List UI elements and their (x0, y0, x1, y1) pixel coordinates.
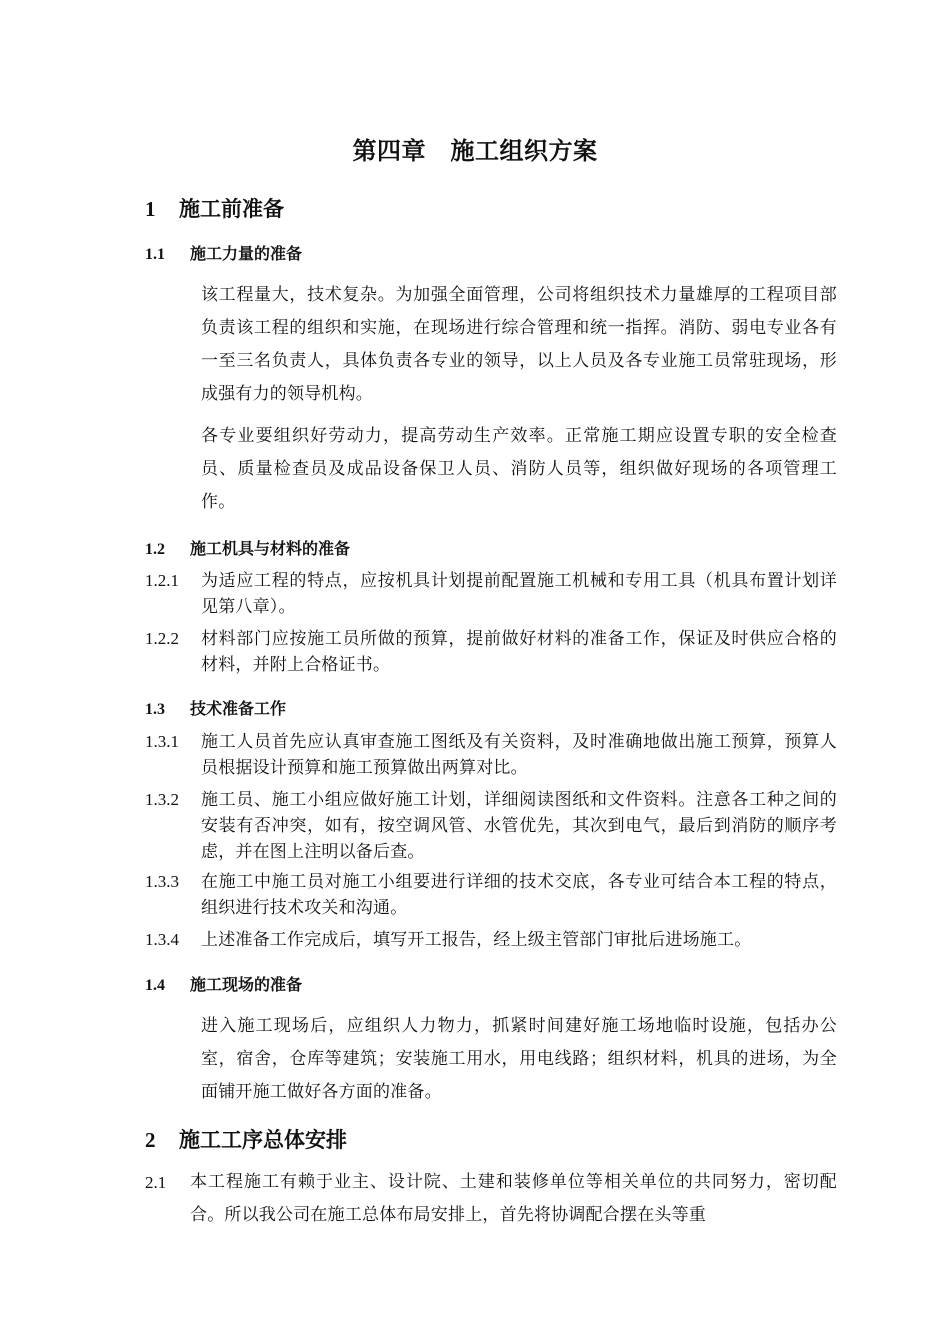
section-heading-2 (145, 1124, 347, 1154)
section-heading-1 (145, 193, 284, 223)
paragraph-1-4: 进入施工现场后，应组织人力物力，抓紧时间建好施工场地临时设施，包括办公室，宿舍，仓库等建筑；安装施工用水，用电线路；组织材料，机具的进场，为全面铺开施工做好各方面的准备。 (201, 1016, 837, 1102)
section-heading-1-2 (145, 536, 350, 559)
list-item-1-2-2 (145, 626, 837, 678)
item-text: 施工人员首先应认真审查施工图纸及有关资料，及时准确地做出施工预算，预算人员根据设计预算和施工预算做出两算对比。 (201, 732, 837, 778)
item-text: 施工员、施工小组应做好施工计划，详细阅读图纸和文件资料。注意各工种之间的安装有否冲突，如有，按空调风管、水管优先，其次到电气，最后到消防的顺序考虑，并在图上注明以备后查。 (201, 790, 837, 862)
section-number: 1.1 (145, 246, 165, 263)
item-number: 1.2.2 (145, 629, 179, 648)
list-item-1-3-3 (145, 869, 837, 921)
item-text: 本工程施工有赖于业主、设计院、土建和装修单位等相关单位的共同努力，密切配合。所以我公司在施工总体布局安排上，首先将协调配合摆在头等重 (190, 1172, 837, 1225)
chapter-title: 第四章 施工组织方案 (352, 137, 598, 165)
item-number: 1.2.1 (145, 571, 179, 590)
section-heading-1-4 (145, 972, 302, 995)
section-title: 技术准备工作 (190, 699, 287, 718)
section-number: 1 (145, 197, 156, 221)
list-item-1-2-1 (145, 568, 837, 620)
section-title: 施工工序总体安排 (179, 1128, 347, 1152)
section-heading-1-1 (145, 241, 302, 264)
item-text: 上述准备工作完成后，填写开工报告，经上级主管部门审批后进场施工。 (201, 930, 752, 950)
item-number: 1.3.3 (145, 872, 179, 891)
item-text: 为适应工程的特点，应按机具计划提前配置施工机械和专用工具（机具布置计划详见第八章）。 (201, 571, 837, 617)
item-number: 1.3.4 (145, 930, 179, 949)
section-title: 施工力量的准备 (190, 244, 303, 263)
item-number: 2.1 (145, 1173, 167, 1192)
list-item-1-3-2 (145, 787, 837, 865)
paragraph-1-1-a: 该工程量大，技术复杂。为加强全面管理，公司将组织技术力量雄厚的工程项目部负责该工程的组织和实施，在现场进行综合管理和统一指挥。消防、弱电专业各有一至三名负责人，具体负责各专业的领导，以上人员及各专业施工员常驻现场，形成强有力的领导机构。 (201, 285, 837, 404)
item-number: 1.3.1 (145, 732, 179, 751)
section-number: 1.3 (145, 701, 165, 718)
item-text: 在施工中施工员对施工小组要进行详细的技术交底，各专业可结合本工程的特点，组织进行技术攻关和沟通。 (201, 872, 837, 918)
section-title: 施工现场的准备 (190, 975, 303, 994)
item-text: 材料部门应按施工员所做的预算，提前做好材料的准备工作，保证及时供应合格的材料，并附上合格证书。 (201, 629, 837, 675)
section-number: 2 (145, 1128, 156, 1152)
item-number: 1.3.2 (145, 790, 179, 809)
list-item-2-1 (145, 1166, 837, 1232)
section-number: 1.4 (145, 977, 165, 994)
section-heading-1-3 (145, 696, 286, 719)
section-title: 施工前准备 (179, 197, 284, 221)
list-item-1-3-4 (145, 927, 837, 953)
paragraph-1-1-b: 各专业要组织好劳动力，提高劳动生产效率。正常施工期应设置专职的安全检查员、质量检查员及成品设备保卫人员、消防人员等，组织做好现场的各项管理工作。 (201, 426, 837, 512)
list-item-1-3-1 (145, 729, 837, 781)
section-title: 施工机具与材料的准备 (190, 539, 351, 558)
section-number: 1.2 (145, 541, 165, 558)
